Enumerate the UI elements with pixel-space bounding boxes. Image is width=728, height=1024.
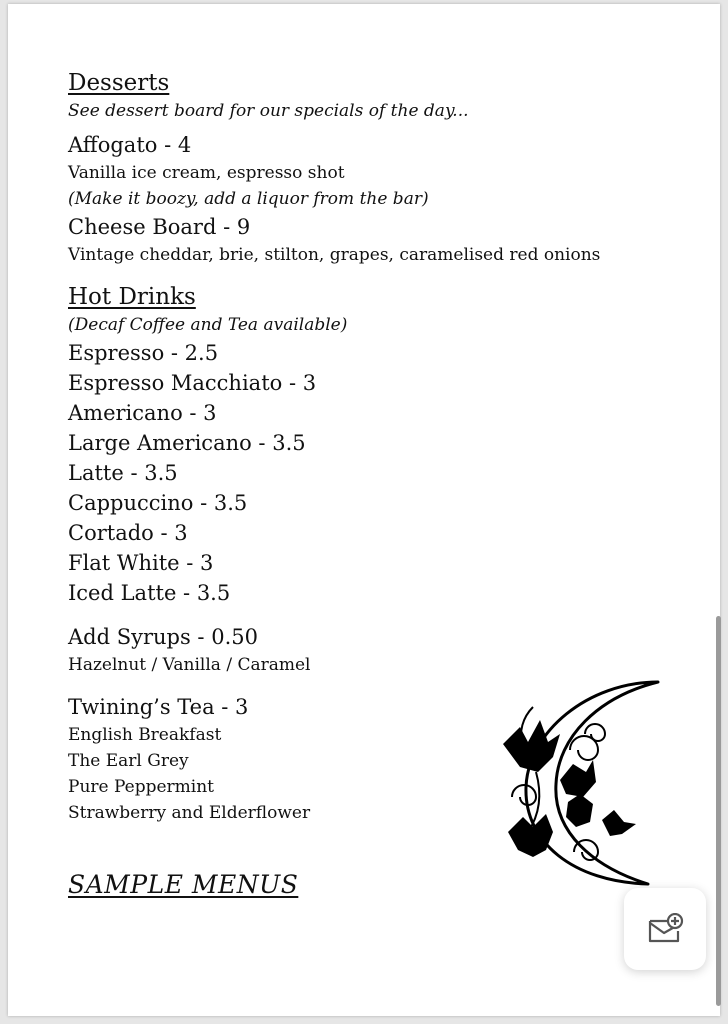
add-message-button[interactable] <box>624 888 706 970</box>
sample-menus-label: SAMPLE MENUS <box>68 870 299 899</box>
desserts-heading: Desserts <box>68 70 170 96</box>
drink-item: Cortado - 3 <box>68 521 188 545</box>
tea-variety: The Earl Grey <box>68 751 189 771</box>
menu-page <box>8 4 720 1016</box>
tea-variety: Pure Peppermint <box>68 777 215 797</box>
syrups-desc: Hazelnut / Vanilla / Caramel <box>68 655 311 675</box>
hot-drinks-note: (Decaf Coffee and Tea available) <box>68 315 348 335</box>
dessert-item-name: Affogato - 4 <box>68 133 192 157</box>
scrollbar[interactable] <box>716 616 721 1006</box>
hot-drinks-heading: Hot Drinks <box>68 284 196 310</box>
drink-item: Espresso - 2.5 <box>68 341 219 365</box>
drink-item: Large Americano - 3.5 <box>68 431 306 455</box>
desserts-section <box>68 68 668 268</box>
drink-item: Latte - 3.5 <box>68 461 178 485</box>
dessert-item-desc: Vintage cheddar, brie, stilton, grapes, caramelised red onions <box>68 245 601 265</box>
tea-item: Twining’s Tea - 3 <box>68 695 249 719</box>
drink-item: Espresso Macchiato - 3 <box>68 371 317 395</box>
drink-item: Cappuccino - 3.5 <box>68 491 248 515</box>
tea-variety: English Breakfast <box>68 725 222 745</box>
mail-add-icon <box>646 913 684 945</box>
dessert-item-name: Cheese Board - 9 <box>68 215 251 239</box>
dessert-item-desc: Vanilla ice cream, espresso shot <box>68 163 345 183</box>
drink-item: Americano - 3 <box>68 401 217 425</box>
dessert-item-note: (Make it boozy, add a liquor from the bar) <box>68 189 429 209</box>
drink-item: Flat White - 3 <box>68 551 214 575</box>
desserts-note: See dessert board for our specials of the day... <box>68 101 469 121</box>
drink-item: Iced Latte - 3.5 <box>68 581 231 605</box>
crescent-moon-vine-icon <box>498 672 673 887</box>
tea-variety: Strawberry and Elderflower <box>68 803 311 823</box>
syrups-item: Add Syrups - 0.50 <box>68 625 258 649</box>
